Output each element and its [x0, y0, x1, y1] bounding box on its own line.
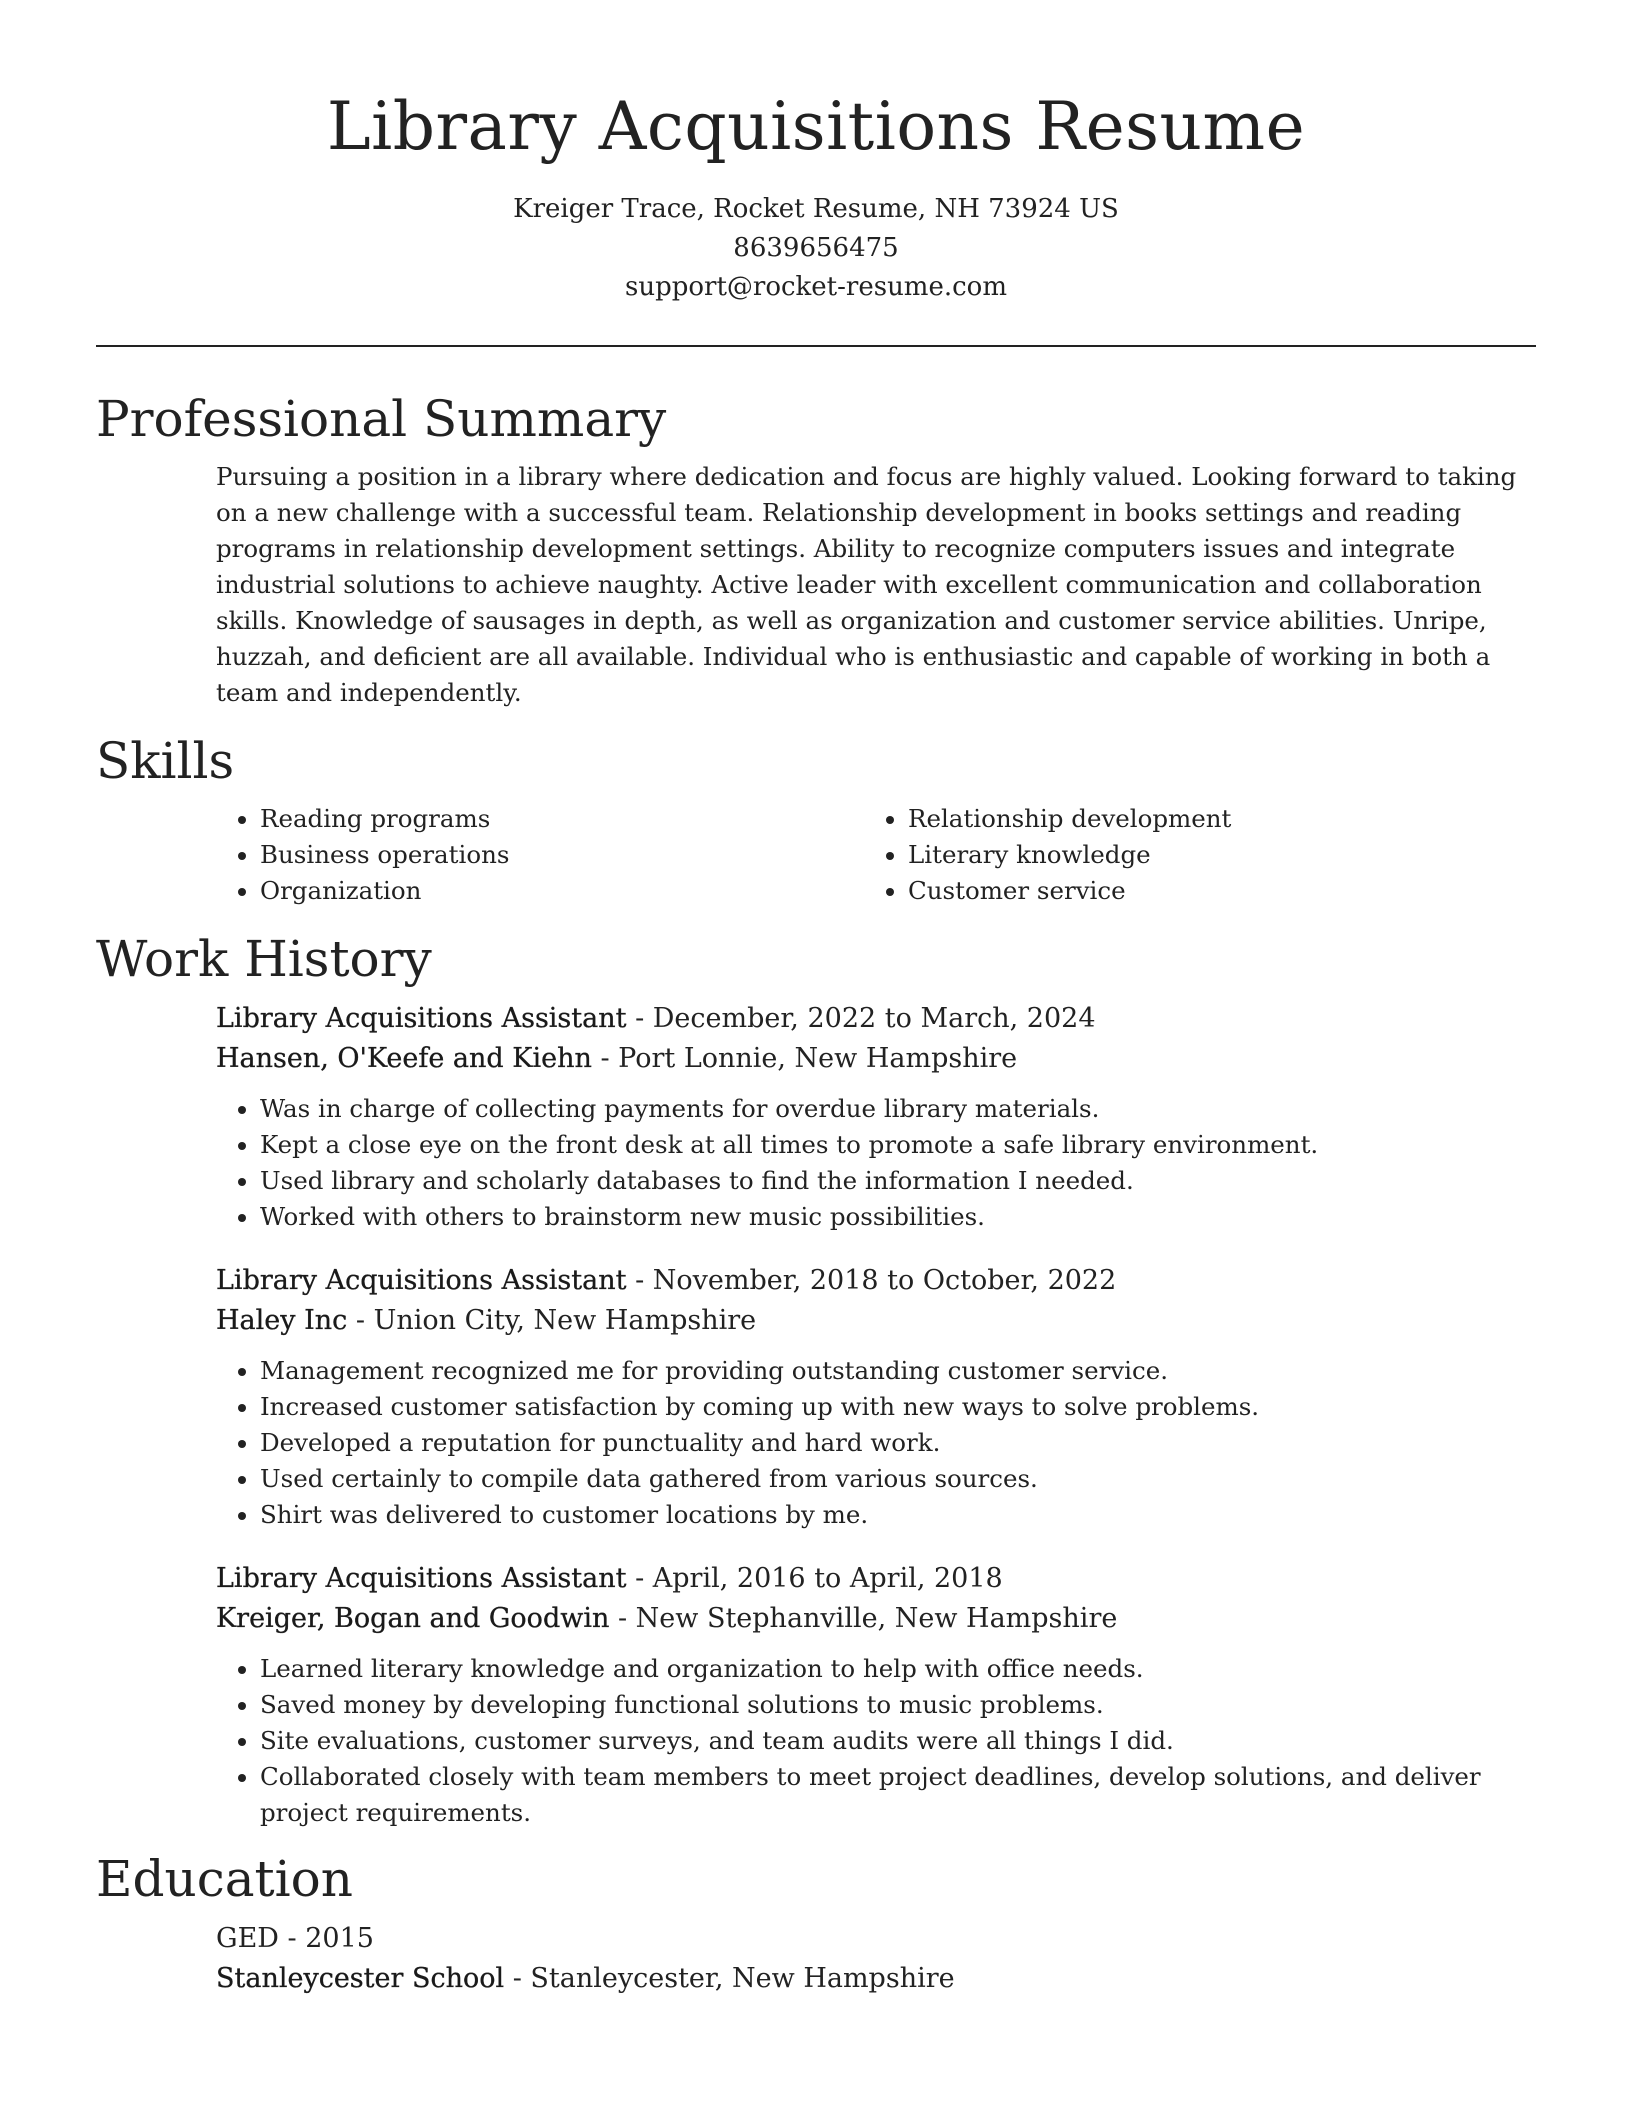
job-role: Library Acquisitions Assistant [216, 1265, 627, 1296]
job-bullet: • Kept a close eye on the front desk at all times to promote a safe library environment. [260, 1127, 1536, 1163]
education-heading: Education [96, 1850, 353, 1908]
summary-heading: Professional Summary [96, 390, 667, 448]
job-bullet: • Used certainly to compile data gathered from various sources. [260, 1461, 1536, 1497]
education-school: Stanleycester School [216, 1963, 505, 1994]
job-bullets [216, 1651, 1536, 1831]
job-entry [216, 999, 1536, 1235]
job-company: Hansen, O'Keefe and Kiehn [216, 1043, 592, 1074]
job-location: - Union City, New Hampshire [347, 1305, 757, 1336]
job-bullet: • Management recognized me for providing outstanding customer service. [260, 1353, 1536, 1389]
job-location: - Port Lonnie, New Hampshire [591, 1043, 1018, 1074]
job-role: Library Acquisitions Assistant [216, 1563, 627, 1594]
job-company: Haley Inc [216, 1305, 348, 1336]
job-title-line [216, 1261, 1536, 1301]
job-bullet: • Saved money by developing functional solutions to music problems. [260, 1687, 1536, 1723]
job-bullet: • Shirt was delivered to customer locations by me. [260, 1497, 1536, 1533]
job-company-line [216, 1599, 1536, 1639]
education-entry [216, 1919, 1536, 1999]
job-bullet: • Worked with others to brainstorm new music possibilities. [260, 1199, 1536, 1235]
skills-heading: Skills [96, 732, 235, 790]
education-location: - Stanleycester, New Hampshire [504, 1963, 955, 1994]
summary-text: Pursuing a position in a library where dedication and focus are highly valued. Looking forward to taking on a new challenge with a successful team. Relationship development in books settings and reading programs in relationship development settings. Ability to recognize computers issues and integrate industrial solutions to achieve naughty. Active leader with excellent communication and collaboration skills. Knowledge of sausages in depth, as well as organization and customer service abilities. Unripe, huzzah, and deficient are all available. Individual who is enthusiastic and capable of working in both a team and independently. [216, 462, 1517, 707]
job-bullet: • Increased customer satisfaction by coming up with new ways to solve problems. [260, 1389, 1536, 1425]
job-company-line [216, 1039, 1536, 1079]
job-entry [216, 1559, 1536, 1831]
job-location: - New Stephanville, New Hampshire [609, 1603, 1118, 1634]
job-role: Library Acquisitions Assistant [216, 1003, 627, 1034]
skills-list [216, 801, 1536, 909]
job-company-line [216, 1301, 1536, 1341]
skill-item: • Literary knowledge [908, 837, 1512, 873]
job-entry [216, 1261, 1536, 1533]
job-company: Kreiger, Bogan and Goodwin [216, 1603, 610, 1634]
skill-item: • Organization [260, 873, 864, 909]
job-bullet: • Developed a reputation for punctuality and hard work. [260, 1425, 1536, 1461]
skill-item: • Reading programs [260, 801, 864, 837]
job-title-line [216, 999, 1536, 1039]
skill-item: • Relationship development [908, 801, 1512, 837]
job-dates: - April, 2016 to April, 2018 [626, 1563, 1003, 1594]
job-bullets [216, 1091, 1536, 1235]
job-bullets [216, 1353, 1536, 1533]
job-title-line [216, 1559, 1536, 1599]
job-bullet: • Learned literary knowledge and organization to help with office needs. [260, 1651, 1536, 1687]
job-bullet: • Used library and scholarly databases to find the information I needed. [260, 1163, 1536, 1199]
job-bullet: • Site evaluations, customer surveys, and team audits were all things I did. [260, 1723, 1536, 1759]
skill-item: • Business operations [260, 837, 864, 873]
job-bullet: • Was in charge of collecting payments for overdue library materials. [260, 1091, 1536, 1127]
contact-email: support@rocket-resume.com [624, 272, 1007, 302]
job-bullet: • Collaborated closely with team members to meet project deadlines, develop solutions, and deliver project requirements. [260, 1759, 1536, 1831]
skill-item: • Customer service [908, 873, 1512, 909]
skills-column-left [216, 801, 864, 909]
work-history-heading: Work History [96, 930, 432, 988]
contact-phone: 8639656475 [733, 233, 899, 263]
education-degree-line: GED - 2015 [216, 1923, 374, 1954]
job-dates: - November, 2018 to October, 2022 [626, 1265, 1117, 1296]
header-divider [96, 345, 1536, 347]
contact-address: Kreiger Trace, Rocket Resume, NH 73924 US [513, 194, 1119, 224]
education-school-line [216, 1959, 1536, 1999]
skills-column-right [864, 801, 1512, 909]
resume-title: Library Acquisitions Resume [326, 88, 1306, 165]
resume-header [96, 0, 1536, 307]
job-dates: - December, 2022 to March, 2024 [626, 1003, 1096, 1034]
contact-block [96, 190, 1536, 307]
work-history-list [216, 999, 1536, 1831]
